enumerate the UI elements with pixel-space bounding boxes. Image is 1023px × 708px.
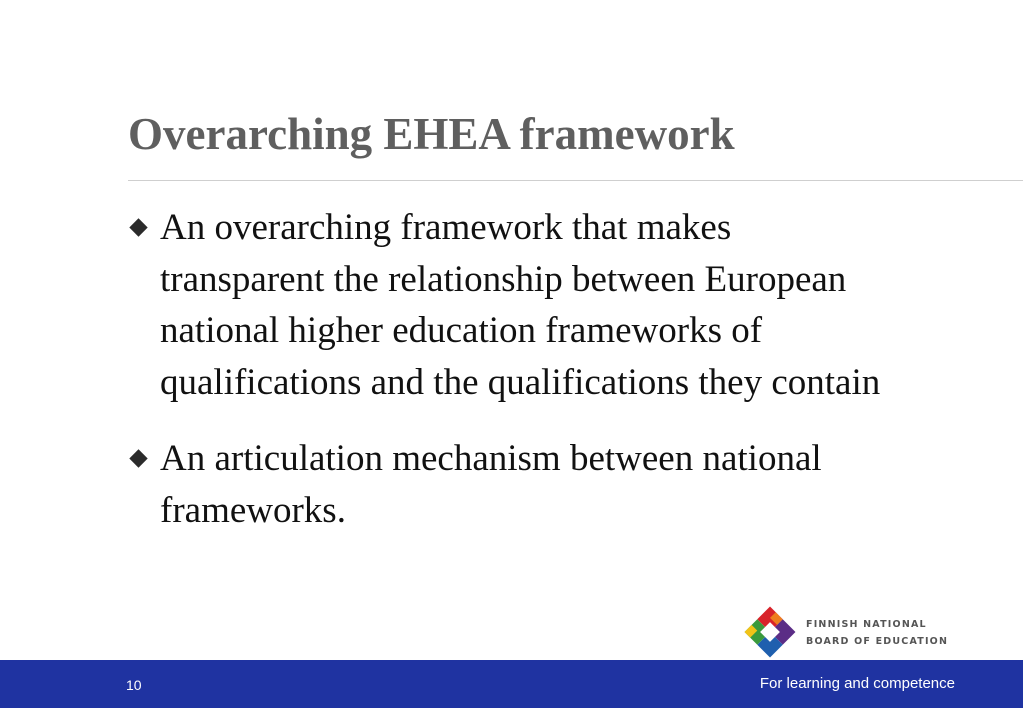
page-number: 10 (126, 677, 142, 693)
bullet-text: An overarching framework that makes transparent the relationship between European national higher education frameworks of qualifications and the qualifications they contain (160, 207, 881, 403)
footer-tagline: For learning and competence (759, 675, 955, 692)
slide-title: Overarching EHEA framework (128, 109, 735, 159)
bullet-list (130, 202, 890, 536)
diamond-bullet-icon (129, 218, 147, 236)
bullet-text: An articulation mechanism between national frameworks. (160, 438, 822, 531)
bullet-item (130, 202, 890, 408)
title-divider (128, 180, 1023, 181)
footer-band (0, 660, 1023, 708)
logo-line-2: BOARD OF EDUCATION (806, 636, 949, 647)
bullet-item (130, 433, 890, 536)
multicolor-diamond-icon (742, 604, 798, 660)
logo-line-1: FINNISH NATIONAL (806, 619, 927, 630)
organization-logo (742, 604, 957, 660)
diamond-bullet-icon (129, 449, 147, 467)
logo-wordmark (806, 616, 948, 650)
